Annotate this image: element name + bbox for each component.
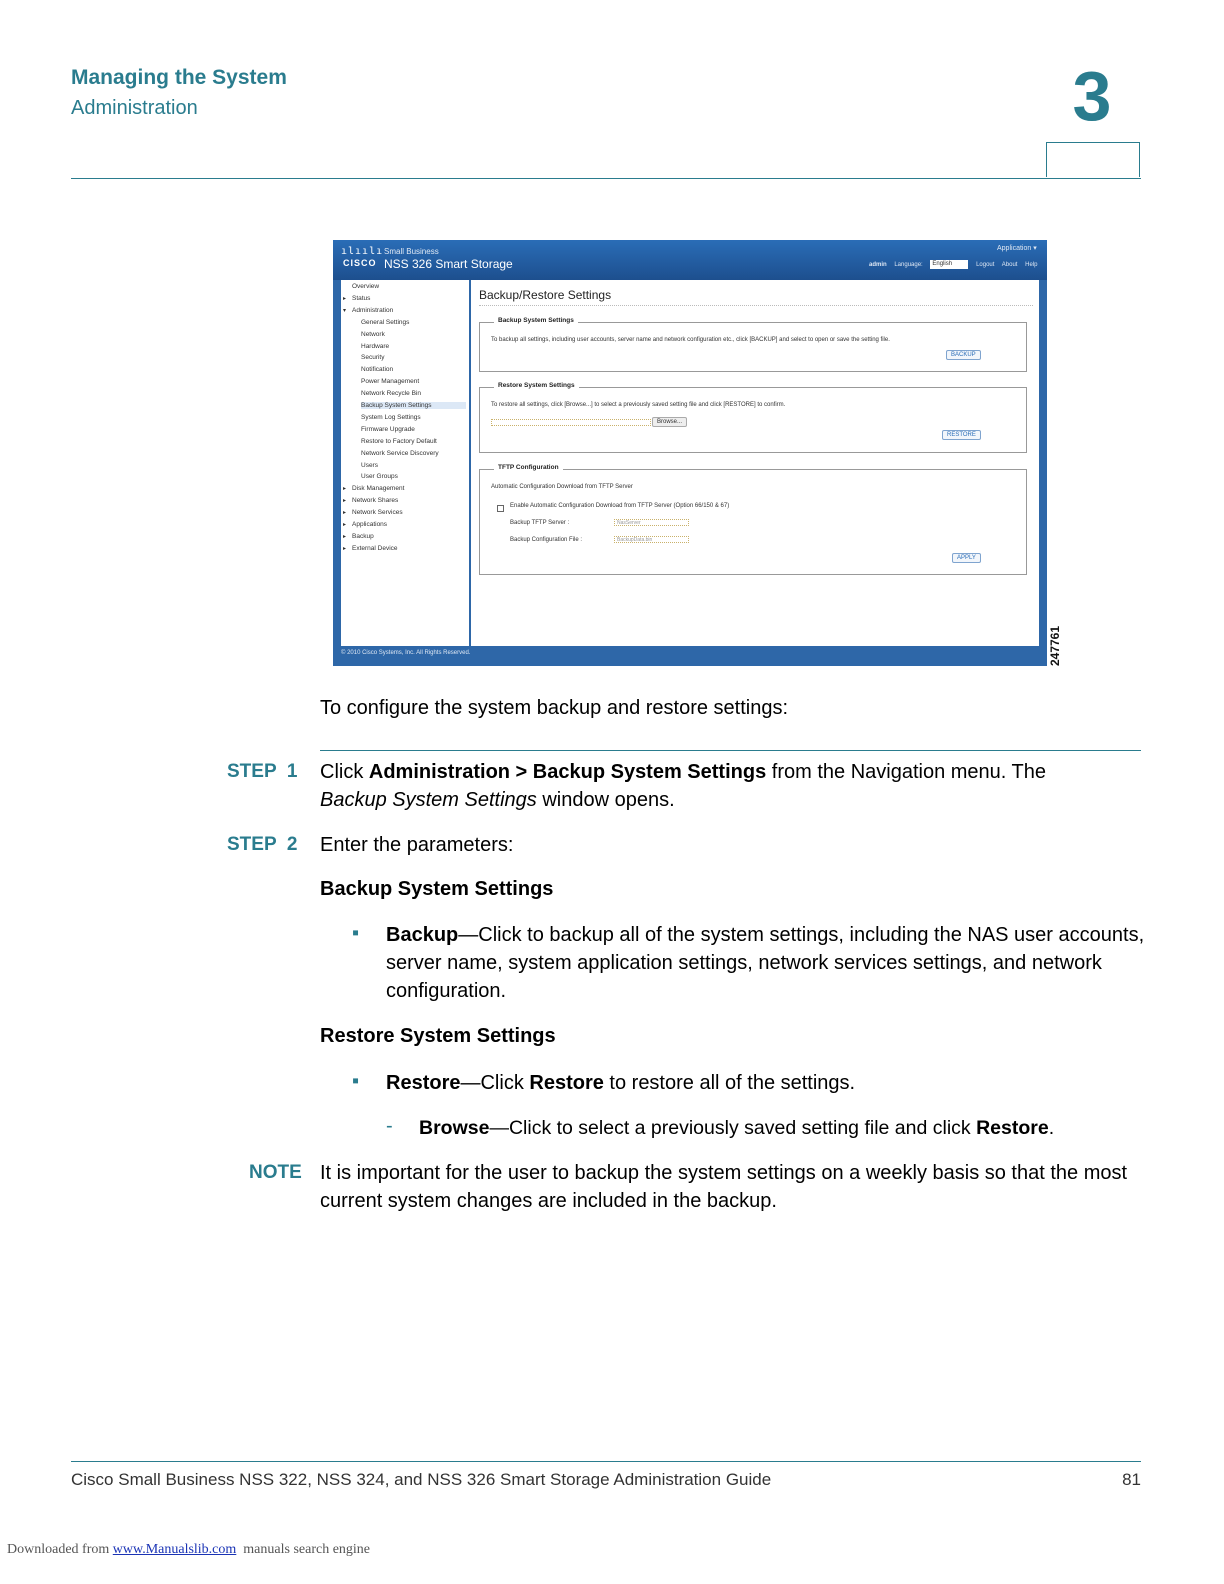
figure-id-text: 247761 bbox=[1048, 625, 1062, 667]
about-link[interactable]: About bbox=[1001, 262, 1018, 269]
restore-term: Restore bbox=[386, 1072, 461, 1094]
nav-item[interactable]: System Log Settings bbox=[361, 413, 421, 421]
nav-item[interactable]: Hardware bbox=[361, 342, 390, 350]
step-1-window-name: Backup System Settings bbox=[320, 789, 537, 811]
nav-item[interactable]: Users bbox=[361, 461, 378, 469]
apply-button[interactable]: APPLY bbox=[952, 553, 981, 563]
logout-link[interactable]: Logout bbox=[976, 262, 995, 269]
nav-item[interactable]: Network Service Discovery bbox=[361, 449, 439, 457]
figure-id bbox=[1045, 624, 1065, 668]
product-name: NSS 326 Smart Storage bbox=[384, 257, 513, 271]
restore-item bbox=[386, 1069, 1146, 1097]
tftp-server-input[interactable]: NasServer bbox=[614, 519, 689, 526]
nav-item[interactable]: Security bbox=[361, 354, 385, 362]
panel-title-rule bbox=[479, 305, 1033, 306]
nav-arrow-icon[interactable]: ▸ bbox=[343, 486, 347, 493]
restore-desc-part2: to restore all of the settings. bbox=[603, 1072, 856, 1094]
footer-rule bbox=[71, 1461, 1141, 1462]
restore-desc-bold: Restore bbox=[529, 1072, 604, 1094]
note-label: NOTE bbox=[249, 1162, 302, 1183]
header-links bbox=[869, 260, 1043, 269]
step-1-end: window opens. bbox=[536, 789, 675, 811]
restore-description: To restore all settings, click [Browse...] to select a previously saved setting file and click [RESTORE] to confirm. bbox=[491, 402, 786, 408]
nav-arrow-icon[interactable]: ▸ bbox=[343, 295, 347, 302]
backup-bullet: ▪ bbox=[352, 922, 360, 944]
note-text: It is important for the user to backup the system settings on a weekly basis so that the most current system changes are included in the backup. bbox=[320, 1162, 1128, 1212]
app-header-bar bbox=[333, 240, 1047, 280]
restore-bullet: ▪ bbox=[352, 1070, 360, 1092]
header-rule bbox=[71, 178, 1141, 179]
nav-arrow-icon[interactable]: ▸ bbox=[343, 533, 347, 540]
step-1-click: Click bbox=[320, 761, 369, 783]
main-panel bbox=[471, 280, 1039, 646]
browse-item bbox=[419, 1114, 1144, 1142]
nav-item[interactable]: Notification bbox=[361, 366, 394, 374]
step-2-label: STEP 2 bbox=[227, 834, 298, 855]
nav-item[interactable]: Network Shares bbox=[352, 497, 399, 505]
footer-title: Cisco Small Business NSS 322, NSS 324, and NSS 326 Smart Storage Administration Guide bbox=[71, 1470, 772, 1489]
nav-item[interactable]: Power Management bbox=[361, 378, 420, 386]
restore-file-input[interactable] bbox=[491, 419, 651, 426]
tftp-file-input[interactable]: BackupData.bin bbox=[614, 536, 689, 543]
cisco-logo-icon: ılıılı bbox=[341, 246, 384, 257]
backup-fieldset bbox=[479, 317, 1027, 372]
nav-item[interactable]: Backup bbox=[352, 532, 374, 540]
browse-button[interactable]: Browse... bbox=[652, 417, 687, 427]
backup-term: Backup bbox=[386, 924, 459, 946]
brand-small-text: Small Business bbox=[384, 247, 439, 256]
nav-item[interactable]: Applications bbox=[352, 521, 388, 528]
download-prefix: Downloaded from bbox=[7, 1542, 113, 1557]
nav-arrow-icon[interactable]: ▸ bbox=[343, 510, 347, 517]
step-1-path: Administration > Backup System Settings bbox=[368, 761, 767, 783]
chapter-number-box bbox=[1046, 142, 1140, 177]
download-suffix: manuals search engine bbox=[236, 1542, 371, 1557]
backup-desc: —Click to backup all of the system settings, including the NAS user accounts, server name, system application settings, network services settings, and network configuration. bbox=[386, 924, 1145, 1002]
nav-item[interactable]: Firmware Upgrade bbox=[361, 425, 415, 433]
browse-desc-part1: —Click to select a previously saved setting file and click bbox=[489, 1117, 977, 1139]
tftp-file-label: Backup Configuration File : bbox=[510, 537, 583, 543]
backup-button[interactable]: BACKUP bbox=[946, 350, 981, 360]
chapter-title: Managing the System bbox=[71, 66, 287, 89]
nav-arrow-icon[interactable]: ▸ bbox=[343, 545, 347, 552]
nav-item[interactable]: Status bbox=[352, 294, 371, 302]
download-note bbox=[7, 1542, 370, 1558]
tftp-fieldset bbox=[479, 464, 1027, 575]
backup-heading: Backup System Settings bbox=[320, 878, 554, 900]
backup-description: To backup all settings, including user accounts, server name and network configuration etc., click [BACKUP] and select to open or save the setting file. bbox=[491, 337, 890, 343]
browse-desc-part2: . bbox=[1048, 1117, 1055, 1139]
steps-rule bbox=[320, 750, 1141, 751]
step-1-label: STEP 1 bbox=[227, 761, 298, 782]
nav-item[interactable]: Backup System Settings bbox=[361, 402, 466, 409]
restore-desc-part1: —Click bbox=[460, 1072, 530, 1094]
backup-item bbox=[386, 921, 1146, 1005]
tftp-legend: TFTP Configuration bbox=[494, 464, 563, 471]
nav-item[interactable]: Overview bbox=[352, 283, 380, 290]
restore-fieldset bbox=[479, 382, 1027, 453]
section-title: Administration bbox=[71, 97, 198, 119]
nav-item[interactable]: Network Recycle Bin bbox=[361, 390, 421, 398]
browse-desc-bold: Restore bbox=[976, 1117, 1049, 1139]
user-name: admin bbox=[869, 262, 887, 269]
page-number: 81 bbox=[1122, 1470, 1141, 1489]
nav-item[interactable]: Network bbox=[361, 330, 385, 338]
tftp-server-label: Backup TFTP Server : bbox=[510, 520, 570, 526]
browse-term: Browse bbox=[419, 1117, 490, 1139]
step-1-text bbox=[320, 758, 1145, 814]
nav-arrow-icon[interactable]: ▾ bbox=[343, 307, 347, 314]
backup-legend: Backup System Settings bbox=[494, 317, 578, 324]
panel-title: Backup/Restore Settings bbox=[479, 288, 612, 302]
restore-button[interactable]: RESTORE bbox=[942, 430, 981, 440]
nav-item[interactable]: Administration bbox=[352, 306, 394, 314]
nav-arrow-icon[interactable]: ▸ bbox=[343, 522, 347, 528]
app-footer: © 2010 Cisco Systems, Inc. All Rights Reserved. bbox=[341, 650, 471, 656]
manualslib-link[interactable]: www.Manualslib.com bbox=[112, 1542, 237, 1557]
help-link[interactable]: Help bbox=[1025, 262, 1038, 269]
browse-dash: - bbox=[386, 1115, 393, 1137]
application-menu[interactable]: Application ▾ bbox=[997, 245, 1037, 252]
tftp-enable-checkbox[interactable] bbox=[497, 505, 504, 512]
nav-item[interactable]: Network Services bbox=[352, 509, 403, 517]
restore-legend: Restore System Settings bbox=[494, 382, 579, 389]
screenshot-figure bbox=[333, 240, 1047, 666]
language-select[interactable]: English bbox=[930, 260, 968, 269]
cisco-logo-text: CISCO bbox=[343, 258, 377, 268]
language-label: Language: bbox=[894, 262, 923, 269]
nav-item[interactable]: Disk Management bbox=[352, 485, 405, 493]
tftp-subtitle: Automatic Configuration Download from TFTP Server bbox=[491, 484, 633, 490]
chapter-number: 3 bbox=[1072, 57, 1112, 135]
nav-item[interactable]: External Device bbox=[352, 544, 398, 552]
navigation-menu bbox=[341, 280, 469, 646]
nav-item[interactable]: Restore to Factory Default bbox=[361, 437, 437, 445]
nav-item[interactable]: General Settings bbox=[361, 318, 410, 326]
nav-arrow-icon[interactable]: ▸ bbox=[343, 498, 347, 505]
restore-heading: Restore System Settings bbox=[320, 1025, 556, 1047]
tftp-enable-label: Enable Automatic Configuration Download from TFTP Server (Option 66/150 & 67) bbox=[510, 503, 730, 509]
step-1-rest: from the Navigation menu. The bbox=[766, 761, 1046, 783]
nav-item[interactable]: User Groups bbox=[361, 473, 398, 481]
intro-text: To configure the system backup and restore settings: bbox=[320, 697, 789, 719]
step-2-text: Enter the parameters: bbox=[320, 834, 514, 856]
